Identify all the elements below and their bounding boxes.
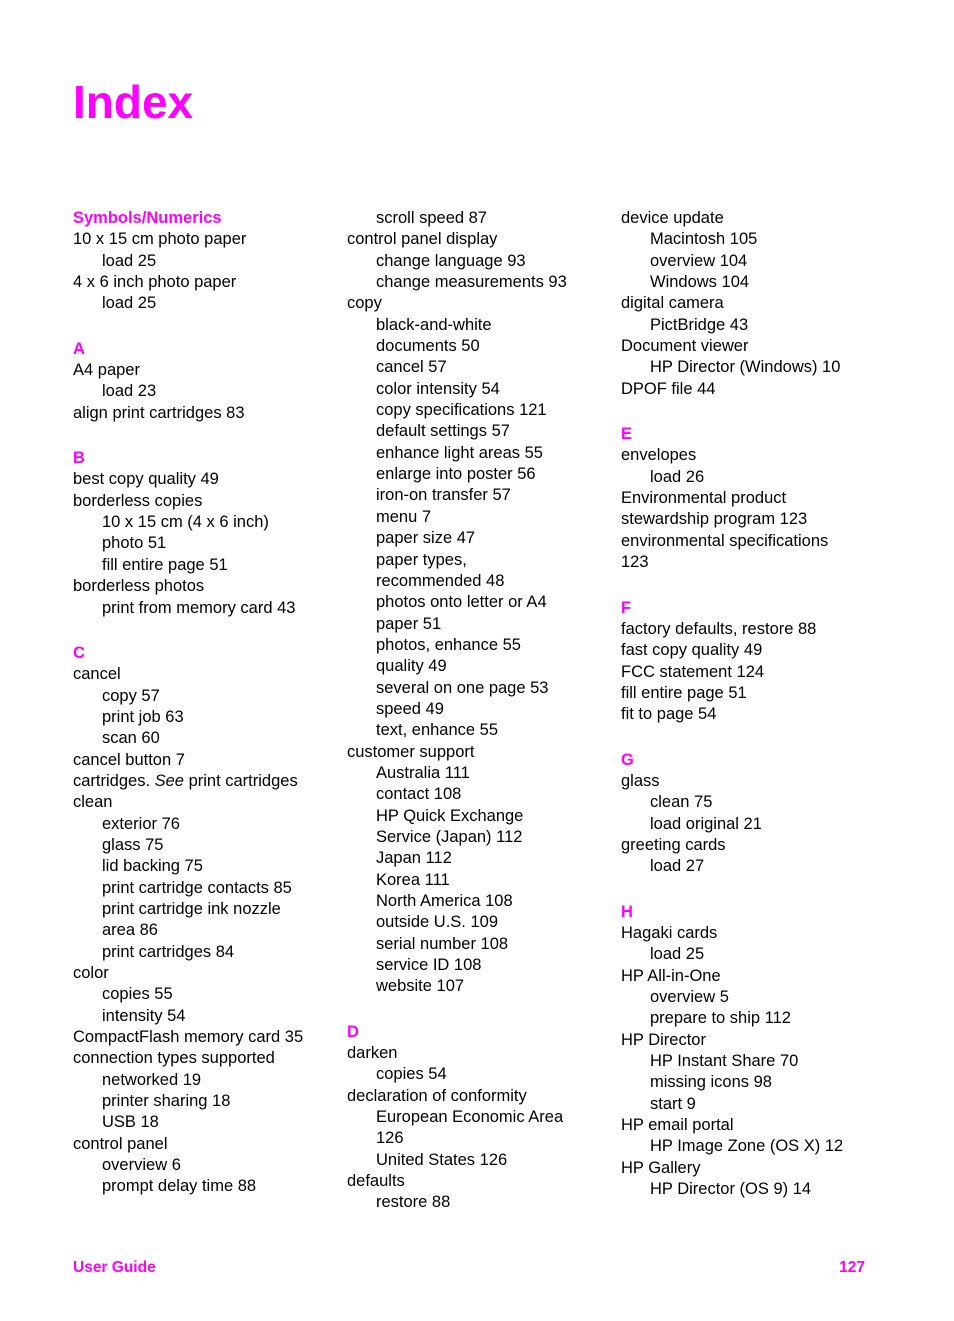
index-entry: customer support (347, 742, 475, 761)
index-subentry: photo 51 (102, 534, 167, 553)
index-subentry: documents 50 (376, 337, 480, 356)
index-subentry: serial number 108 (376, 934, 509, 953)
footer-page-number: 127 (839, 1259, 865, 1276)
index-subentry: networked 19 (102, 1070, 202, 1089)
index-subentry: quality 49 (376, 657, 447, 676)
index-subentry: print from memory card 43 (102, 598, 296, 617)
index-entry: environmental specifications (621, 531, 829, 550)
section-letter-heading: Symbols/Numerics (73, 209, 222, 227)
index-subentry: clean 75 (650, 793, 713, 812)
index-entry: HP All-in-One (621, 966, 721, 985)
index-subentry: HP Image Zone (OS X) 12 (650, 1137, 844, 1156)
index-entry: HP Gallery (621, 1158, 701, 1177)
index-subentry: scroll speed 87 (376, 209, 487, 227)
index-subentry: Service (Japan) 112 (376, 827, 523, 846)
index-subentry: overview 104 (650, 251, 748, 270)
index-subentry: Japan 112 (376, 849, 452, 868)
section-letter-heading: F (621, 598, 632, 617)
index-entry: envelopes (621, 446, 697, 465)
index-entry: fill entire page 51 (621, 683, 747, 702)
index-subentry: print cartridge ink nozzle (102, 899, 281, 918)
index-subentry: copies 54 (376, 1065, 447, 1084)
index-entry-text: print cartridges (183, 771, 298, 790)
index-subentry: PictBridge 43 (650, 315, 749, 334)
index-subentry: USB 18 (102, 1113, 159, 1132)
page-title: Index (73, 76, 194, 128)
section-gap (347, 998, 609, 1022)
index-entry-text: cartridges. (73, 771, 155, 790)
index-subentry: paper 51 (376, 614, 442, 633)
section-letter-heading: B (73, 449, 85, 468)
index-entry: cancel (73, 665, 121, 684)
index-entry: greeting cards (621, 835, 726, 854)
index-subentry: enhance light areas 55 (376, 443, 543, 462)
index-subentry: change measurements 93 (376, 273, 567, 292)
index-subentry: area 86 (102, 921, 158, 940)
index-entry: Document viewer (621, 337, 749, 356)
index-subentry: intensity 54 (102, 1006, 186, 1025)
index-subentry: photos, enhance 55 (376, 635, 521, 654)
index-subentry: black-and-white (376, 315, 492, 334)
index-subentry: change language 93 (376, 251, 526, 270)
index-subentry: copy 57 (102, 686, 160, 705)
index-subentry: load 25 (102, 294, 157, 313)
index-subentry: fill entire page 51 (102, 555, 228, 574)
index-subentry: 10 x 15 cm (4 x 6 inch) (102, 513, 269, 532)
index-subentry: prepare to ship 112 (650, 1009, 791, 1028)
index-subentry: start 9 (650, 1094, 696, 1113)
index-entry (73, 771, 335, 792)
index-subentry: speed 49 (376, 699, 444, 718)
index-subentry: paper types, (376, 550, 467, 569)
section-letter-heading: D (347, 1022, 359, 1041)
index-entry: 123 (621, 553, 649, 572)
index-subentry: glass 75 (102, 835, 164, 854)
index-entry: digital camera (621, 294, 724, 313)
index-subentry: 126 (376, 1129, 404, 1148)
index-entry: Hagaki cards (621, 923, 718, 942)
index-entry: A4 paper (73, 361, 140, 380)
index-entry: HP email portal (621, 1116, 734, 1135)
section-letter-heading: C (73, 643, 85, 662)
index-subentry: restore 88 (376, 1193, 451, 1212)
index-subentry: default settings 57 (376, 422, 510, 441)
index-subentry: copy specifications 121 (376, 401, 547, 420)
index-subentry: enlarge into poster 56 (376, 465, 536, 484)
index-subentry: print cartridge contacts 85 (102, 878, 292, 897)
index-subentry: overview 6 (102, 1156, 181, 1175)
section-letter-heading: E (621, 425, 633, 444)
index-entry: CompactFlash memory card 35 (73, 1028, 304, 1047)
index-entry: declaration of conformity (347, 1086, 527, 1105)
index-entry: Environmental product (621, 489, 787, 508)
index-subentry: Korea 111 (376, 870, 450, 889)
index-subentry: exterior 76 (102, 814, 180, 833)
index-entry: fit to page 54 (621, 705, 717, 724)
index-subentry: iron-on transfer 57 (376, 486, 511, 505)
index-entry: stewardship program 123 (621, 510, 808, 529)
index-entry: color (73, 964, 109, 982)
section-letter-heading: G (621, 750, 634, 769)
index-entry: copy (347, 294, 382, 313)
index-column-2 (347, 208, 609, 1214)
index-entry: borderless photos (73, 577, 205, 596)
index-entry: DPOF file 44 (621, 379, 716, 398)
index-entry: 10 x 15 cm photo paper (73, 230, 247, 249)
index-entry: connection types supported (73, 1049, 275, 1068)
section-letter-heading: A (73, 339, 85, 358)
index-entry: glass (621, 771, 660, 790)
index-entry: defaults (347, 1172, 405, 1191)
index-entry: best copy quality 49 (73, 470, 219, 489)
index-subentry: copies 55 (102, 985, 173, 1004)
index-entry: cancel button 7 (73, 750, 185, 769)
index-subentry: photos onto letter or A4 (376, 593, 547, 612)
index-subentry: recommended 48 (376, 571, 505, 590)
index-subentry: HP Director (Windows) 10 (650, 358, 841, 377)
index-subentry: paper size 47 (376, 529, 476, 548)
index-subentry: prompt delay time 88 (102, 1177, 257, 1196)
index-subentry: load 25 (650, 945, 705, 964)
index-subentry: North America 108 (376, 892, 513, 910)
index-entry: FCC statement 124 (621, 662, 765, 681)
index-subentry: overview 5 (650, 988, 729, 1006)
index-subentry: several on one page 53 (376, 678, 549, 697)
index-subentry: Macintosh 105 (650, 230, 758, 249)
index-entry: borderless copies (73, 491, 203, 510)
section-gap (621, 400, 883, 424)
index-entry: clean (73, 793, 113, 812)
index-subentry: website 107 (376, 977, 465, 996)
index-entry: darken (347, 1044, 398, 1063)
index-column-3 (621, 208, 883, 1200)
index-subentry: cancel 57 (376, 358, 447, 377)
index-entry: HP Director (621, 1030, 706, 1049)
section-gap (621, 878, 883, 902)
index-subentry: United States 126 (376, 1150, 508, 1169)
section-gap (73, 315, 335, 339)
index-subentry: European Economic Area (376, 1108, 564, 1127)
section-gap (73, 424, 335, 448)
index-subentry: text, enhance 55 (376, 721, 499, 740)
section-letter-heading: H (621, 902, 633, 921)
index-entry: fast copy quality 49 (621, 641, 763, 660)
index-subentry: Australia 111 (376, 763, 470, 782)
footer-guide-title: User Guide (73, 1259, 156, 1276)
index-entry: align print cartridges 83 (73, 403, 245, 422)
index-subentry: HP Instant Share 70 (650, 1052, 799, 1071)
index-subentry: load 26 (650, 467, 705, 486)
index-entry: device update (621, 209, 724, 227)
index-subentry: printer sharing 18 (102, 1092, 231, 1111)
index-subentry: load original 21 (650, 814, 762, 833)
index-entry: factory defaults, restore 88 (621, 619, 817, 638)
index-subentry: Windows 104 (650, 273, 750, 292)
index-subentry: color intensity 54 (376, 379, 500, 398)
index-entry: control panel display (347, 230, 498, 249)
index-subentry: load 25 (102, 251, 157, 270)
section-gap (621, 726, 883, 750)
index-subentry: load 23 (102, 382, 157, 401)
section-gap (73, 619, 335, 643)
index-subentry: HP Director (OS 9) 14 (650, 1180, 812, 1199)
index-subentry: missing icons 98 (650, 1073, 772, 1092)
index-subentry: service ID 108 (376, 956, 482, 975)
index-entry: 4 x 6 inch photo paper (73, 273, 237, 292)
see-reference: See (154, 771, 184, 790)
index-subentry: HP Quick Exchange (376, 806, 524, 825)
index-subentry: contact 108 (376, 785, 462, 804)
index-subentry: lid backing 75 (102, 857, 203, 876)
index-subentry: menu 7 (376, 507, 432, 526)
index-subentry: print cartridges 84 (102, 942, 235, 961)
index-subentry: outside U.S. 109 (376, 913, 498, 932)
index-entry: control panel (73, 1134, 168, 1153)
index-subentry: print job 63 (102, 707, 184, 726)
section-gap (621, 574, 883, 598)
index-subentry: load 27 (650, 857, 705, 876)
index-subentry: scan 60 (102, 729, 160, 748)
index-column-1 (73, 208, 335, 1198)
